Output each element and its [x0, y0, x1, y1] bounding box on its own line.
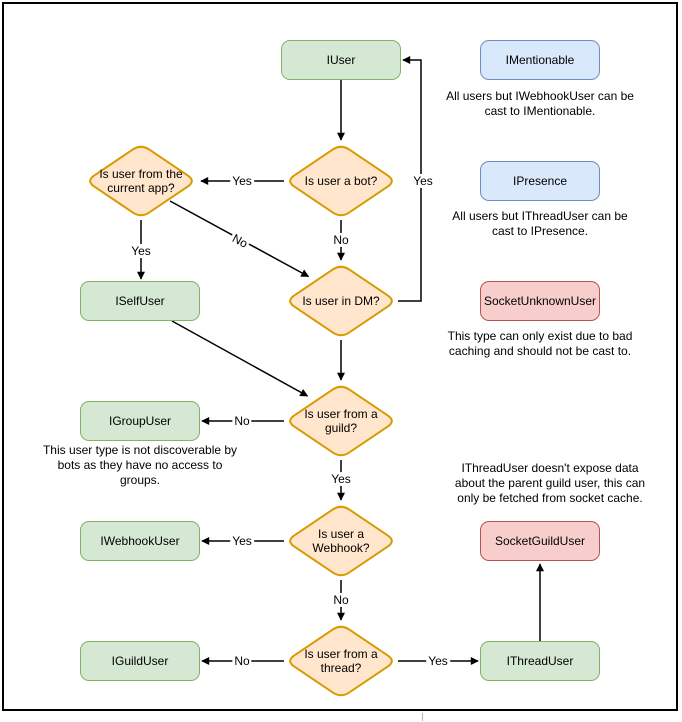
note-line: cast to IPresence. — [491, 224, 589, 238]
decision-is-guild — [284, 382, 398, 460]
node-iuser — [281, 40, 401, 80]
node-ipresence — [480, 161, 600, 201]
decision-is-bot-label: Is user a bot? — [304, 174, 378, 188]
node-ithreaduser — [480, 641, 600, 681]
note-line: bots as they have no access to — [57, 458, 223, 472]
node-iuser-label: IUser — [326, 53, 356, 67]
node-socketunknownuser-label: SocketUnknownUser — [483, 294, 597, 308]
edge-label-no: No — [333, 593, 349, 607]
decision-is-current-app-label: Is user from the current app? — [99, 167, 183, 195]
edge-label-no: No — [234, 654, 250, 668]
node-socketguilduser-label: SocketGuildUser — [494, 534, 586, 548]
note-line: only be fetched from socket cache. — [457, 491, 643, 505]
decision-is-thread — [284, 622, 398, 700]
edge-label-yes: Yes — [413, 174, 433, 188]
edge-label-yes: Yes — [232, 534, 252, 548]
decision-is-webhook-label: Is user a Webhook? — [312, 527, 370, 555]
node-ipresence-label: IPresence — [512, 174, 568, 188]
note-line: cast to IMentionable. — [484, 104, 596, 118]
decision-is-current-app — [84, 142, 198, 220]
note-line: This user type is not discoverable by — [42, 443, 238, 457]
note-socketunknownuser — [430, 329, 650, 359]
edge-label-yes: Yes — [232, 174, 252, 188]
note-igroupuser — [35, 443, 245, 488]
note-line: about the parent guild user, this can — [454, 476, 646, 490]
decision-is-thread-label: Is user from a thread? — [304, 647, 378, 675]
node-iguilduser-label: IGuildUser — [111, 654, 169, 668]
node-ithreaduser-label: IThreadUser — [506, 654, 574, 668]
edge-label-no: No — [234, 414, 250, 428]
node-iguilduser — [80, 641, 200, 681]
edge-label-yes: Yes — [428, 654, 448, 668]
note-line: groups. — [119, 473, 161, 487]
node-igroupuser — [80, 401, 200, 441]
note-ipresence — [430, 209, 650, 239]
decision-is-dm — [284, 262, 398, 340]
node-socketguilduser — [480, 521, 600, 561]
node-igroupuser-label: IGroupUser — [108, 414, 172, 428]
decision-is-bot — [284, 142, 398, 220]
node-iselfuser — [80, 281, 200, 321]
node-imentionable-label: IMentionable — [505, 53, 575, 67]
node-socketunknownuser — [480, 281, 600, 321]
note-line: caching and should not be cast to. — [448, 344, 632, 358]
note-line: This type can only exist due to bad — [447, 329, 633, 343]
note-line: All users but IWebhookUser can be — [446, 89, 634, 103]
node-iwebhookuser — [80, 521, 200, 561]
note-line: IThreadUser doesn't expose data — [461, 461, 639, 475]
node-iselfuser-label: ISelfUser — [115, 294, 165, 308]
decision-is-webhook — [284, 502, 398, 580]
note-imentionable — [430, 89, 650, 119]
note-ithreaduser — [430, 461, 670, 506]
decision-is-guild-label: Is user from a guild? — [304, 407, 378, 435]
edge-label-no: No — [333, 233, 349, 247]
edge-label-no: No — [229, 231, 251, 251]
node-iwebhookuser-label: IWebhookUser — [100, 534, 180, 548]
edge-label-yes: Yes — [131, 244, 151, 258]
page-boundary-tick — [422, 713, 423, 721]
node-imentionable — [480, 40, 600, 80]
decision-is-dm-label: Is user in DM? — [302, 294, 380, 308]
note-line: All users but IThreadUser can be — [452, 209, 628, 223]
edge-label-yes: Yes — [331, 472, 351, 486]
